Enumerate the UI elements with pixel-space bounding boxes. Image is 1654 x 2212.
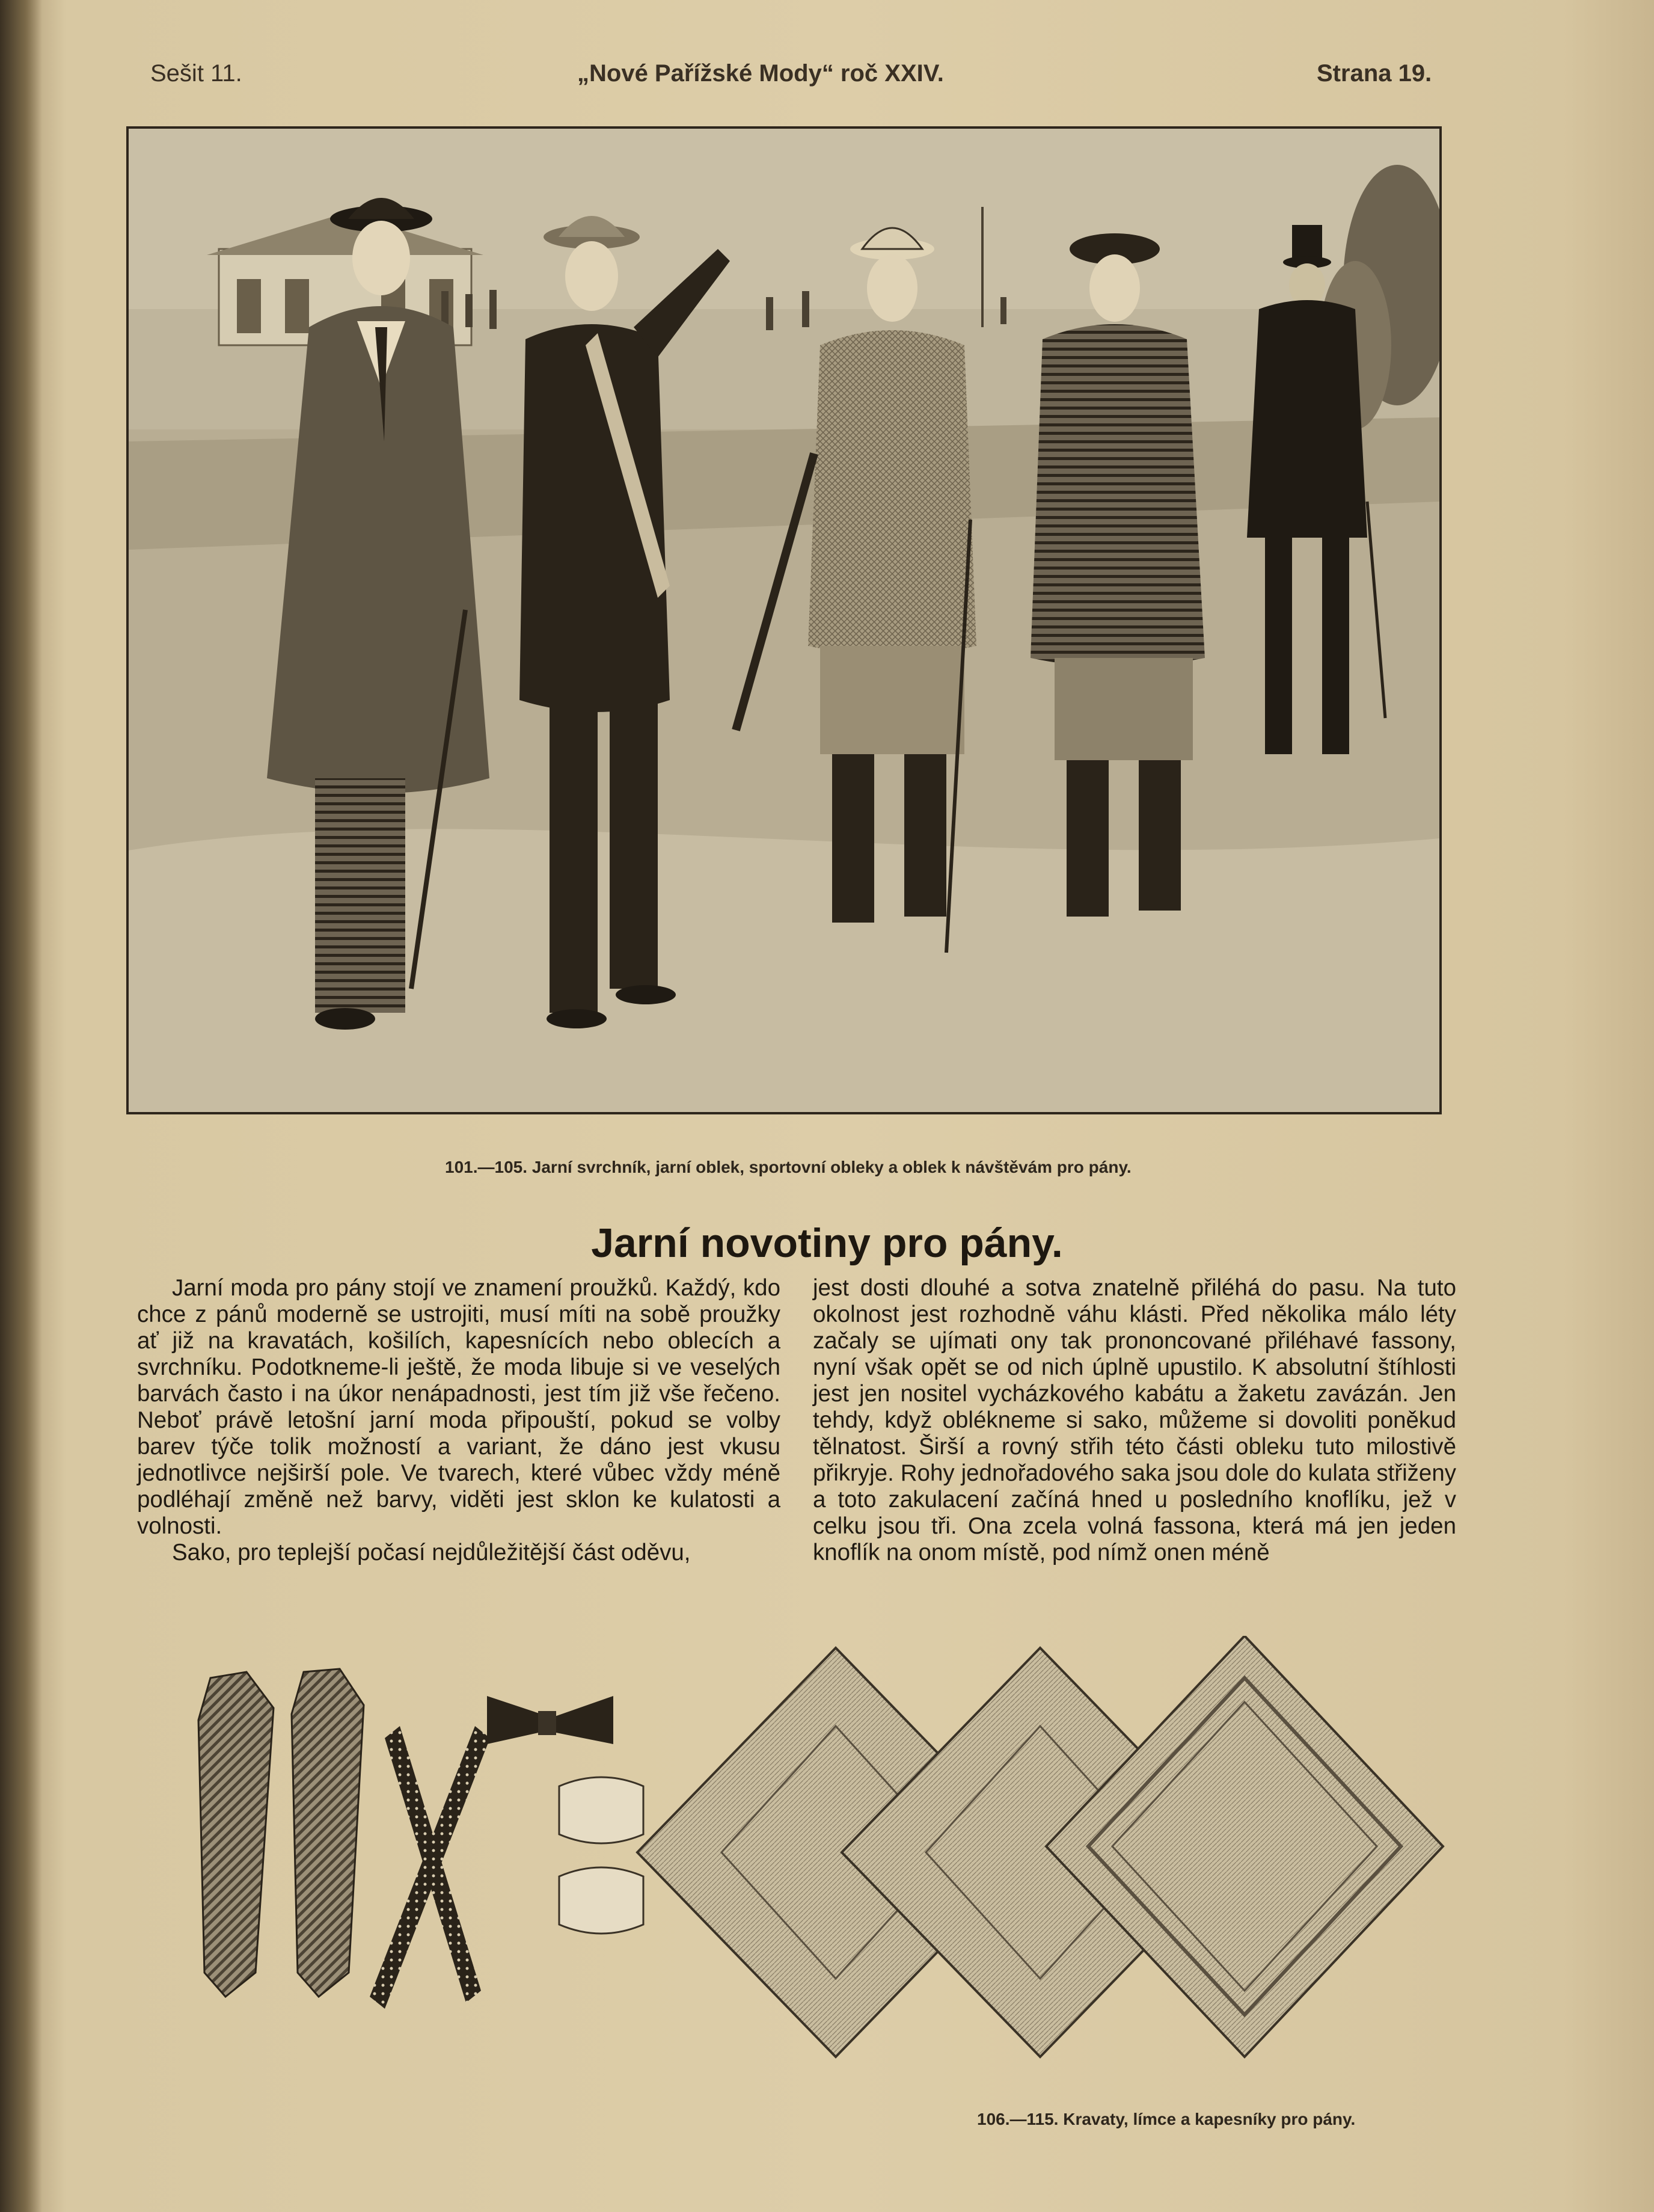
- fashion-plate-drawing: [129, 129, 1439, 1112]
- collar-1: [559, 1777, 643, 1843]
- article-column-left: [137, 1275, 780, 1566]
- article-column-right: [813, 1275, 1456, 1566]
- header-page-number: Strana 19.: [1317, 60, 1432, 87]
- header-issue: Sešit 11.: [150, 60, 242, 87]
- figure-caption-top: 101.—105. Jarní svrchník, jarní oblek, sportovní obleky a oblek k návštěvám pro pány.: [445, 1158, 1132, 1176]
- mens-fashion-illustration: [126, 126, 1442, 1114]
- collar-2: [559, 1867, 643, 1934]
- handkerchief-3: [1046, 1636, 1443, 2057]
- figure-caption-bottom: 106.—115. Kravaty, límce a kapesníky pro pány.: [977, 2110, 1356, 2128]
- article-title: Jarní novotiny pro pány.: [591, 1220, 1063, 1266]
- striped-tie-1: [198, 1672, 274, 1997]
- paragraph: jest dosti dlouhé a sotva znatelně přiléhá do pasu. Na tuto okolnost jest rozhodně váhu klásti. Před několika málo léty začaly se ujímati ony tak prononcované přiléhavé fassony, nyní však opět se od nich úplně upustilo. K absolutní štíhlosti jest jen nositel vycházkového kabátu a žaketu zavázán. Jen tehdy, když oblékneme si sako, můžeme si dovoliti poněkud tělnatost. Širší a rovný střih této části obleku tuto milostivě přikryje. Rohy jednořadového saka jsou dole do kulata střiženy a toto zakulacení začíná hned u posledního knoflíku, jež v celku jsou tři. Ona zcela volná fassona, která má jen jeden knoflík na onom místě, pod nímž onen méně: [813, 1275, 1456, 1565]
- accessories-drawing: [168, 1636, 1449, 2069]
- paragraph: Sako, pro teplejší počasí nejdůležitější část oděvu,: [172, 1540, 691, 1565]
- striped-tie-2: [292, 1669, 364, 1997]
- ties-collars-handkerchiefs-illustration: [168, 1636, 1449, 2069]
- paragraph: Jarní moda pro pány stojí ve znamení proužků. Každý, kdo chce z pánů moderně se ustrojiti, musí míti na sobě proužky ať již na kravatách, košilích, kapesnících nebo oblecích a svrchníku. Podotkneme-li ještě, že moda libuje si ve veselých barvách často i na úkor nenápadnosti, jest tím již vše řečeno. Neboť právě letošní jarní moda připouští, pokud se volby barev týče tolik možností a variant, že dáno jest vkusu jednotlivce nejširší pole. Ve tvarech, které vůbec vždy méně podléhají změně než barvy, viděti jest sklon ke kulatosti a volnosti.: [137, 1275, 780, 1539]
- header-magazine-title: „Nové Pařížské Mody“ roč XXIV.: [577, 60, 944, 87]
- page-gutter-shadow: [0, 0, 42, 2212]
